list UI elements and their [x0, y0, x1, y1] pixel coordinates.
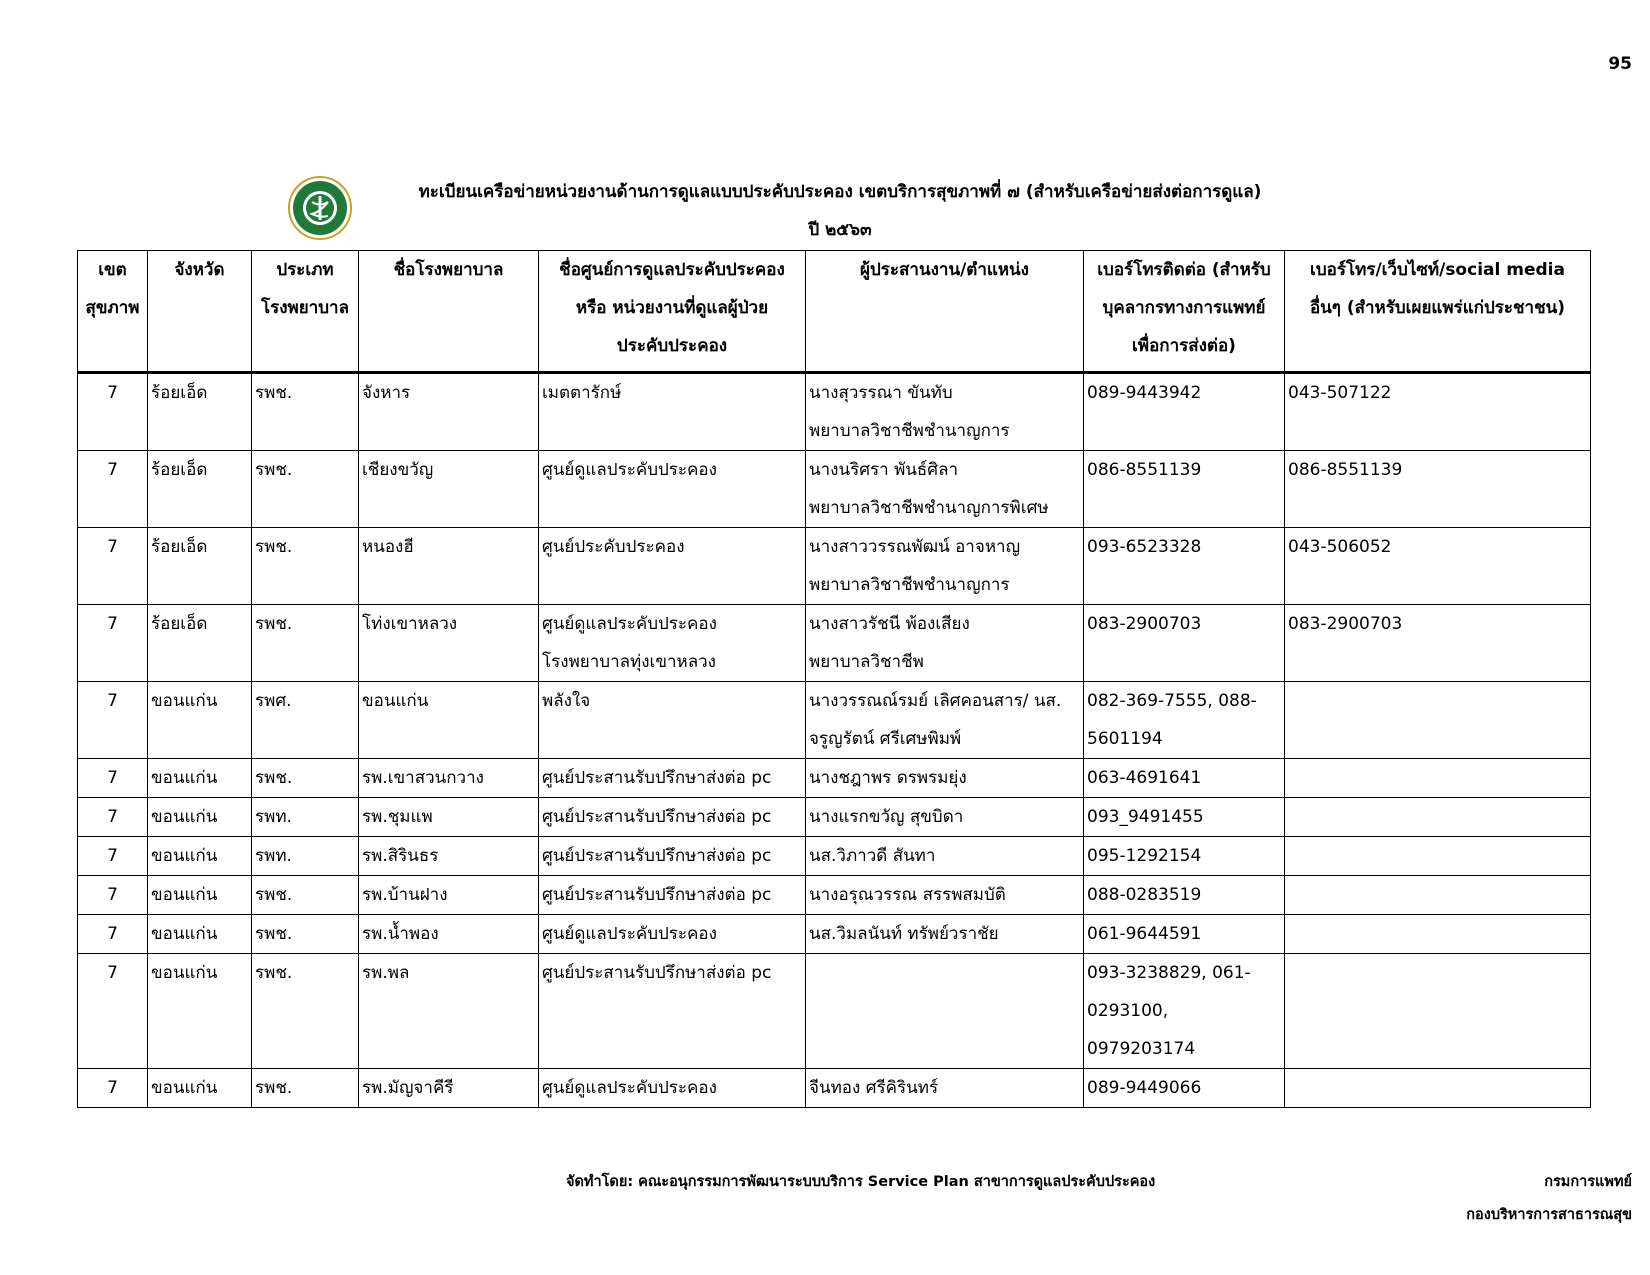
cell-region: 7: [78, 954, 148, 1069]
cell-public-contact: [1285, 915, 1591, 954]
table-row: [78, 528, 1591, 605]
cell-province: ขอนแก่น: [148, 759, 252, 798]
cell-public-contact: [1285, 837, 1591, 876]
cell-coordinator: จีนทอง ศรีคิรินทร์: [806, 1069, 1084, 1108]
cell-care-center: พลังใจ: [539, 682, 806, 759]
table-row: [78, 373, 1591, 451]
cell-province: ร้อยเอ็ด: [148, 605, 252, 682]
cell-hospital-type: รพท.: [252, 798, 359, 837]
cell-coordinator: นส.วิภาวดี สันทา: [806, 837, 1084, 876]
ministry-seal-icon: [288, 176, 352, 240]
header-hospital-type: ประเภท โรงพยาบาล: [252, 251, 359, 373]
cell-hospital-type: รพช.: [252, 915, 359, 954]
cell-hospital-type: รพช.: [252, 528, 359, 605]
cell-hospital-name: รพ.เขาสวนกวาง: [359, 759, 539, 798]
cell-referral-phone: 089-9443942: [1084, 373, 1285, 451]
cell-coordinator: นางสุวรรณา ขันทับ พยาบาลวิชาชีพชำนาญการ: [806, 373, 1084, 451]
cell-public-contact: [1285, 798, 1591, 837]
cell-referral-phone: 089-9449066: [1084, 1069, 1285, 1108]
cell-region: 7: [78, 837, 148, 876]
cell-region: 7: [78, 759, 148, 798]
cell-hospital-name: รพ.บ้านฝาง: [359, 876, 539, 915]
cell-care-center: เมตตารักษ์: [539, 373, 806, 451]
cell-coordinator: นางอรุณวรรณ สรรพสมบัติ: [806, 876, 1084, 915]
cell-hospital-name: โท่งเขาหลวง: [359, 605, 539, 682]
cell-public-contact: 043-506052: [1285, 528, 1591, 605]
cell-referral-phone: 093_9491455: [1084, 798, 1285, 837]
cell-province: ร้อยเอ็ด: [148, 451, 252, 528]
cell-referral-phone: 095-1292154: [1084, 837, 1285, 876]
cell-public-contact: [1285, 682, 1591, 759]
cell-province: ร้อยเอ็ด: [148, 373, 252, 451]
cell-referral-phone: 063-4691641: [1084, 759, 1285, 798]
table-row: [78, 798, 1591, 837]
table-row: [78, 954, 1591, 1069]
page-number: 95: [1608, 54, 1632, 74]
cell-public-contact: 086-8551139: [1285, 451, 1591, 528]
footer-prepared-by: จัดทำโดย: คณะอนุกรรมการพัฒนาระบบบริการ Service Plan สาขาการดูแลประคับประคอง: [566, 1174, 1156, 1190]
document-title: ทะเบียนเครือข่ายหน่วยงานด้านการดูแลแบบประคับประคอง เขตบริการสุขภาพที่ ๗ (สำหรับเครือข่ายส่งต่อการดูแล): [418, 182, 1262, 202]
cell-referral-phone: 083-2900703: [1084, 605, 1285, 682]
cell-coordinator: นางนริศรา พันธ์ศิลา พยาบาลวิชาชีพชำนาญการพิเศษ: [806, 451, 1084, 528]
cell-care-center: ศูนย์ประสานรับปรึกษาส่งต่อ pc: [539, 954, 806, 1069]
cell-hospital-name: รพ.ชุมแพ: [359, 798, 539, 837]
cell-province: ขอนแก่น: [148, 1069, 252, 1108]
header-public-contact: เบอร์โทร/เว็บไซท์/social media อื่นๆ (สำหรับเผยแพร่แก่ประชาชน): [1285, 251, 1591, 373]
document-year: ปี ๒๕๖๓: [808, 220, 872, 240]
cell-care-center: ศูนย์ดูแลประคับประคอง: [539, 915, 806, 954]
footer-division: กองบริหารการสาธารณสุข: [1466, 1207, 1632, 1223]
cell-care-center: ศูนย์ประสานรับปรึกษาส่งต่อ pc: [539, 798, 806, 837]
cell-hospital-name: รพ.สิรินธร: [359, 837, 539, 876]
cell-hospital-type: รพศ.: [252, 682, 359, 759]
cell-coordinator: นส.วิมลนันท์ ทรัพย์วราชัย: [806, 915, 1084, 954]
table-row: [78, 605, 1591, 682]
cell-hospital-name: เชียงขวัญ: [359, 451, 539, 528]
cell-referral-phone: 061-9644591: [1084, 915, 1285, 954]
cell-care-center: ศูนย์ประคับประคอง: [539, 528, 806, 605]
cell-hospital-type: รพช.: [252, 759, 359, 798]
cell-care-center: ศูนย์ดูแลประคับประคอง โรงพยาบาลทุ่งเขาหลวง: [539, 605, 806, 682]
cell-hospital-name: ขอนแก่น: [359, 682, 539, 759]
cell-province: ขอนแก่น: [148, 837, 252, 876]
footer-department: กรมการแพทย์: [1544, 1174, 1632, 1190]
cell-region: 7: [78, 373, 148, 451]
cell-region: 7: [78, 798, 148, 837]
cell-coordinator: นางวรรณณ์รมย์ เลิศคอนสาร/ นส. จรูญรัตน์ ศรีเศษพิมพ์: [806, 682, 1084, 759]
cell-public-contact: [1285, 954, 1591, 1069]
table-row: [78, 837, 1591, 876]
table-header-row: [78, 251, 1591, 373]
table-row: [78, 451, 1591, 528]
cell-region: 7: [78, 605, 148, 682]
cell-hospital-name: จังหาร: [359, 373, 539, 451]
cell-referral-phone: 093-6523328: [1084, 528, 1285, 605]
table-row: [78, 759, 1591, 798]
cell-referral-phone: 093-3238829, 061- 0293100, 0979203174: [1084, 954, 1285, 1069]
cell-care-center: ศูนย์ประสานรับปรึกษาส่งต่อ pc: [539, 837, 806, 876]
header-referral-phone: เบอร์โทรติดต่อ (สำหรับ บุคลากรทางการแพทย์ เพื่อการส่งต่อ): [1084, 251, 1285, 373]
cell-care-center: ศูนย์ดูแลประคับประคอง: [539, 1069, 806, 1108]
cell-referral-phone: 082-369-7555, 088- 5601194: [1084, 682, 1285, 759]
cell-province: ขอนแก่น: [148, 954, 252, 1069]
cell-hospital-name: รพ.มัญจาคีรี: [359, 1069, 539, 1108]
cell-coordinator: นางแรกขวัญ สุขบิดา: [806, 798, 1084, 837]
cell-region: 7: [78, 915, 148, 954]
cell-hospital-name: รพ.น้ำพอง: [359, 915, 539, 954]
cell-hospital-type: รพช.: [252, 954, 359, 1069]
cell-hospital-type: รพช.: [252, 876, 359, 915]
cell-referral-phone: 086-8551139: [1084, 451, 1285, 528]
table-row: [78, 1069, 1591, 1108]
cell-province: ขอนแก่น: [148, 915, 252, 954]
cell-care-center: ศูนย์ประสานรับปรึกษาส่งต่อ pc: [539, 876, 806, 915]
cell-care-center: ศูนย์ประสานรับปรึกษาส่งต่อ pc: [539, 759, 806, 798]
cell-hospital-name: รพ.พล: [359, 954, 539, 1069]
header-coordinator: ผู้ประสานงาน/ตำแหน่ง: [806, 251, 1084, 373]
cell-coordinator: [806, 954, 1084, 1069]
cell-coordinator: นางสาววรรณพัฒน์ อาจหาญ พยาบาลวิชาชีพชำนาญการ: [806, 528, 1084, 605]
cell-region: 7: [78, 1069, 148, 1108]
cell-hospital-type: รพช.: [252, 1069, 359, 1108]
cell-care-center: ศูนย์ดูแลประคับประคอง: [539, 451, 806, 528]
cell-public-contact: [1285, 759, 1591, 798]
header-health-region: เขต สุขภาพ: [78, 251, 148, 373]
cell-hospital-type: รพท.: [252, 837, 359, 876]
cell-hospital-name: หนองฮี: [359, 528, 539, 605]
header-province: จังหวัด: [148, 251, 252, 373]
cell-region: 7: [78, 682, 148, 759]
network-registry-table: [77, 250, 1591, 1108]
cell-public-contact: [1285, 1069, 1591, 1108]
cell-hospital-type: รพช.: [252, 605, 359, 682]
cell-province: ขอนแก่น: [148, 798, 252, 837]
cell-region: 7: [78, 876, 148, 915]
cell-province: ขอนแก่น: [148, 876, 252, 915]
cell-hospital-type: รพช.: [252, 451, 359, 528]
cell-public-contact: [1285, 876, 1591, 915]
header-hospital-name: ชื่อโรงพยาบาล: [359, 251, 539, 373]
cell-public-contact: 043-507122: [1285, 373, 1591, 451]
header-care-center: ชื่อศูนย์การดูแลประคับประคอง หรือ หน่วยงานที่ดูแลผู้ป่วย ประคับประคอง: [539, 251, 806, 373]
table-row: [78, 682, 1591, 759]
cell-public-contact: 083-2900703: [1285, 605, 1591, 682]
cell-hospital-type: รพช.: [252, 373, 359, 451]
cell-referral-phone: 088-0283519: [1084, 876, 1285, 915]
cell-province: ร้อยเอ็ด: [148, 528, 252, 605]
table-row: [78, 915, 1591, 954]
cell-province: ขอนแก่น: [148, 682, 252, 759]
cell-region: 7: [78, 528, 148, 605]
cell-region: 7: [78, 451, 148, 528]
cell-coordinator: นางสาวรัชนี พ้องเสียง พยาบาลวิชาชีพ: [806, 605, 1084, 682]
table-row: [78, 876, 1591, 915]
cell-coordinator: นางชฎาพร ดรพรมยุ่ง: [806, 759, 1084, 798]
